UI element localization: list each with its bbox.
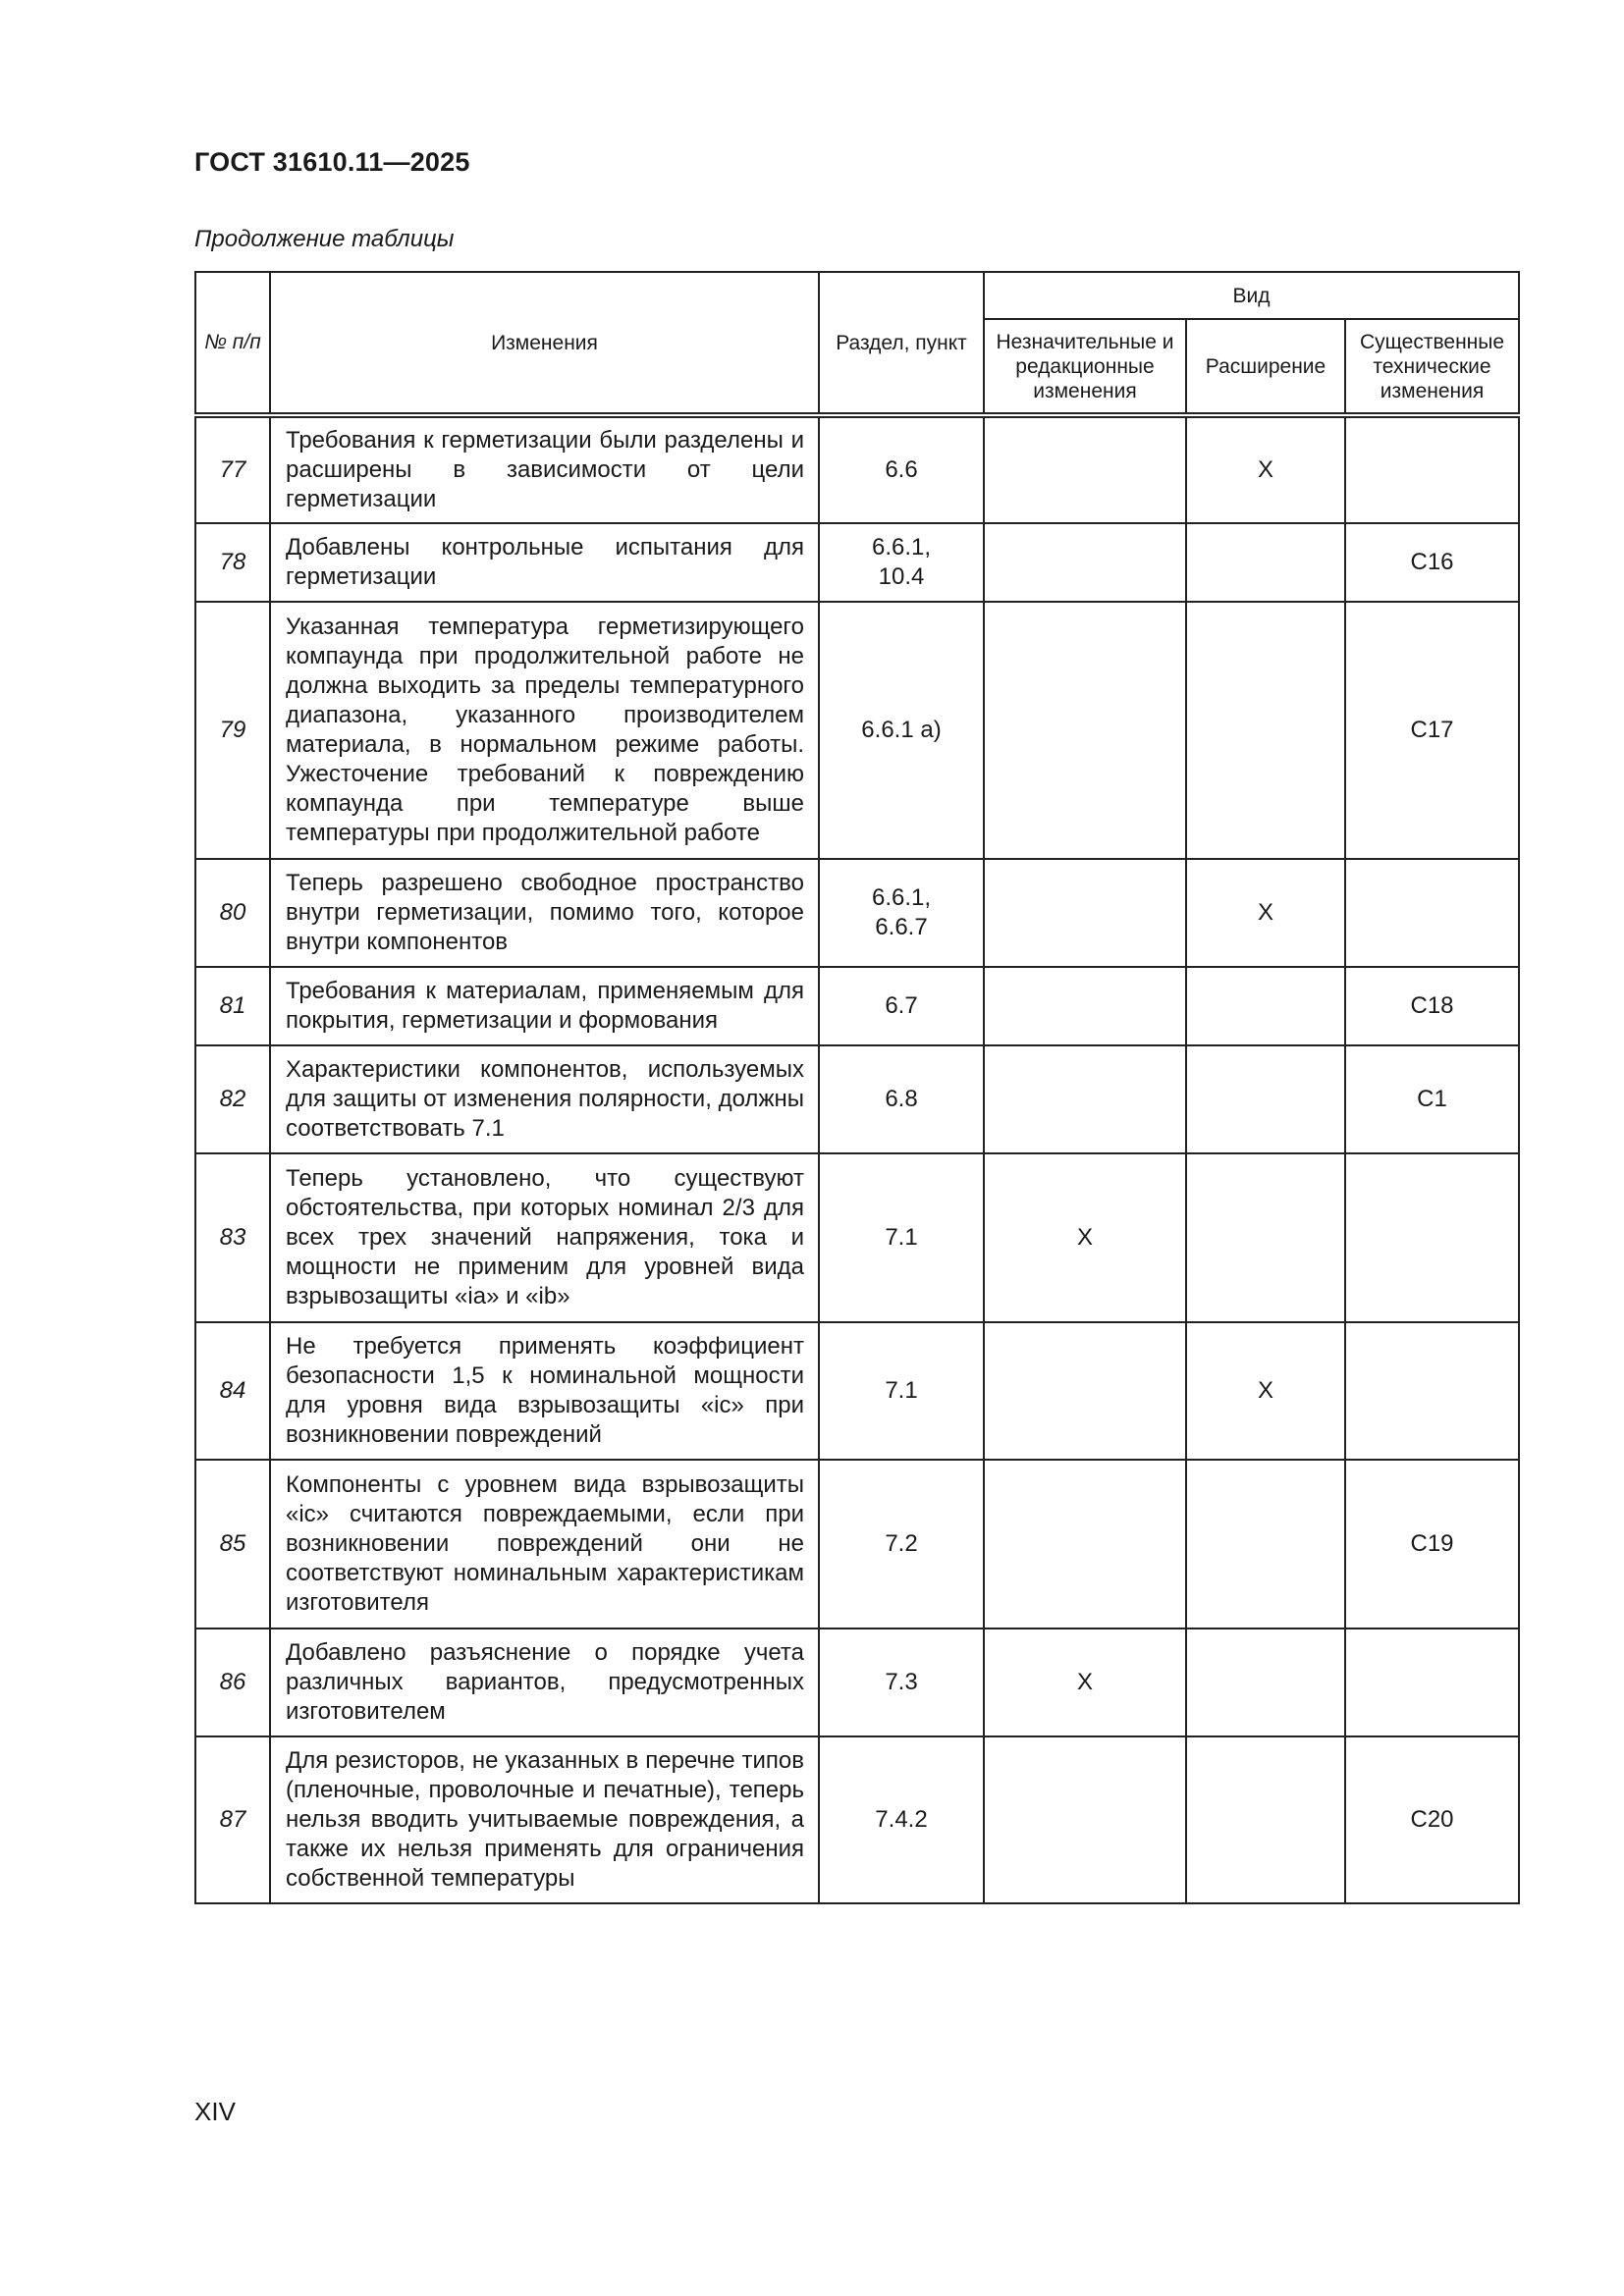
header-num: № п/п [195,272,270,415]
row-minor [984,1045,1186,1153]
row-section: 6.6.1, 6.6.7 [819,859,984,967]
row-changes: Указанная температура герметизирующего компаунда при продолжительной работе не должна выходить за пределы температурного диапазона, указанного производителем материала, в нормальном режиме работы. Ужесточение требований к повреждению компаунда при температуре выше температуры при продолжительной работе [270,602,819,859]
row-changes: Требования к герметизации были разделены и расширены в зависимости от цели герметизации [270,415,819,523]
table-row [195,415,1519,523]
row-section: 6.6.1, 10.4 [819,523,984,602]
row-num: 77 [195,415,270,523]
row-section: 7.1 [819,1153,984,1322]
row-substantial [1345,415,1519,523]
row-substantial: C1 [1345,1045,1519,1153]
table-row [195,967,1519,1045]
row-minor: X [984,1153,1186,1322]
header-minor: Незначительные и редакционные изменения [984,319,1186,415]
row-substantial: C17 [1345,602,1519,859]
document-header: ГОСТ 31610.11—2025 [194,147,470,177]
row-extension: X [1186,859,1345,967]
row-section: 7.4.2 [819,1736,984,1903]
row-substantial: C18 [1345,967,1519,1045]
header-changes: Изменения [270,272,819,415]
row-changes: Добавлено разъяснение о порядке учета различных вариантов, предусмотренных изготовителем [270,1629,819,1736]
row-minor [984,1322,1186,1460]
table-row [195,602,1519,859]
table-row [195,1322,1519,1460]
row-section: 7.2 [819,1460,984,1629]
row-substantial [1345,859,1519,967]
row-extension [1186,967,1345,1045]
row-substantial [1345,1153,1519,1322]
table-row [195,523,1519,602]
row-extension [1186,1629,1345,1736]
row-changes: Требования к материалам, применяемым для покрытия, герметизации и формования [270,967,819,1045]
header-substantial: Существенные технические изменения [1345,319,1519,415]
header-vid: Вид [984,272,1519,319]
row-substantial [1345,1322,1519,1460]
row-section: 6.6.1 а) [819,602,984,859]
row-minor [984,859,1186,967]
header-extension: Расширение [1186,319,1345,415]
row-changes: Для резисторов, не указанных в перечне типов (пленочные, проволочные и печатные), теперь нельзя вводить учитываемые повреждения, а также их нельзя применять для ограничения собственной температуры [270,1736,819,1903]
row-section: 6.6 [819,415,984,523]
row-num: 87 [195,1736,270,1903]
row-extension [1186,1460,1345,1629]
row-substantial: C19 [1345,1460,1519,1629]
table-row [195,859,1519,967]
row-minor [984,967,1186,1045]
row-changes: Не требуется применять коэффициент безопасности 1,5 к номинальной мощности для уровня вида взрывозащиты «ic» при возникновении повреждений [270,1322,819,1460]
row-num: 78 [195,523,270,602]
table-caption: Продолжение таблицы [194,226,455,252]
row-substantial [1345,1629,1519,1736]
table-row [195,1629,1519,1736]
row-section: 7.3 [819,1629,984,1736]
row-num: 80 [195,859,270,967]
row-section: 6.8 [819,1045,984,1153]
row-substantial: C20 [1345,1736,1519,1903]
row-minor [984,1736,1186,1903]
row-extension [1186,1153,1345,1322]
changes-table [194,271,1520,1904]
row-num: 79 [195,602,270,859]
row-num: 84 [195,1322,270,1460]
row-num: 86 [195,1629,270,1736]
row-changes: Добавлены контрольные испытания для герметизации [270,523,819,602]
table-row [195,1045,1519,1153]
row-changes: Компоненты с уровнем вида взрывозащиты «ic» считаются повреждаемыми, если при возникновении повреждений они не соответствуют номинальным характеристикам изготовителя [270,1460,819,1629]
row-changes: Теперь установлено, что существуют обстоятельства, при которых номинал 2/3 для всех трех значений напряжения, тока и мощности не применим для уровней вида взрывозащиты «ia» и «ib» [270,1153,819,1322]
row-changes: Характеристики компонентов, используемых для защиты от изменения полярности, должны соответствовать 7.1 [270,1045,819,1153]
table-row [195,1736,1519,1903]
page-number: XIV [194,2097,236,2126]
row-num: 85 [195,1460,270,1629]
row-minor [984,415,1186,523]
row-substantial: C16 [1345,523,1519,602]
row-section: 6.7 [819,967,984,1045]
row-extension: X [1186,415,1345,523]
row-minor [984,523,1186,602]
table-row [195,1153,1519,1322]
row-num: 83 [195,1153,270,1322]
row-section: 7.1 [819,1322,984,1460]
row-changes: Теперь разрешено свободное пространство внутри герметизации, помимо того, которое внутри компонентов [270,859,819,967]
row-extension: X [1186,1322,1345,1460]
row-extension [1186,1045,1345,1153]
row-minor: X [984,1629,1186,1736]
row-extension [1186,602,1345,859]
row-extension [1186,1736,1345,1903]
table-row [195,1460,1519,1629]
row-minor [984,602,1186,859]
row-minor [984,1460,1186,1629]
row-extension [1186,523,1345,602]
row-num: 82 [195,1045,270,1153]
header-section: Раздел, пункт [819,272,984,415]
row-num: 81 [195,967,270,1045]
